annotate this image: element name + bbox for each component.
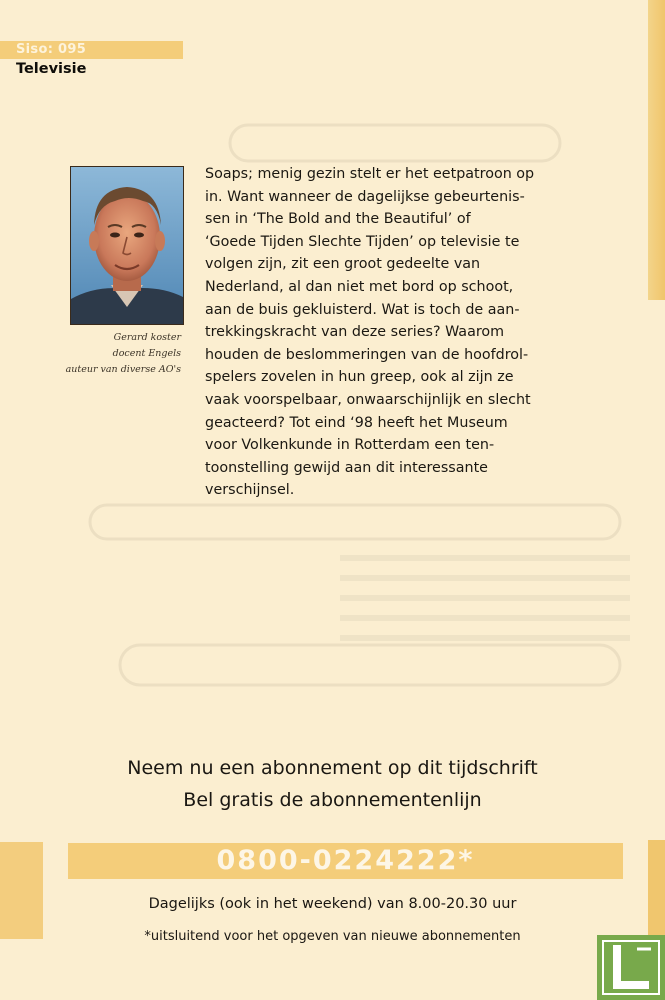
article-line: Soaps; menig gezin stelt er het eetpatroon op bbox=[205, 166, 535, 182]
subscription-headline: Neem nu een abonnement op dit tijdschrift bbox=[127, 757, 538, 779]
article-line: vaak voorspelbaar, onwaarschijnlijk en slecht bbox=[205, 391, 531, 408]
article-line: Nederland, al dan niet met bord op schoot, bbox=[205, 278, 514, 295]
article-line: trekkingskracht van deze series? Waarom bbox=[205, 324, 505, 341]
author-photo bbox=[70, 166, 184, 325]
article-line: sen in ‘The Bold and the Beautiful’ of bbox=[205, 211, 471, 228]
article-line: aan de buis gekluisterd. Wat is toch de aan- bbox=[205, 301, 520, 318]
article-line: volgen zijn, zit een groot gedeelte van bbox=[205, 256, 481, 273]
bleed-through-decoration-2 bbox=[80, 495, 640, 735]
article-line: toonstelling gewijd aan dit interessante bbox=[205, 459, 488, 476]
article-line: houden de beslommeringen van de hoofdrol- bbox=[205, 346, 529, 363]
article-line: geacteerd? Tot eind ‘98 heeft het Museum bbox=[205, 414, 508, 431]
phone-number: 0800-0224222* bbox=[216, 845, 475, 876]
edge-strip-bottom-right bbox=[648, 840, 665, 935]
bleed-through-shapes-2 bbox=[80, 495, 640, 735]
opening-hours: Dagelijks (ook in het weekend) van 8.00-20.30 uur bbox=[148, 896, 517, 912]
edge-strip-top-right bbox=[648, 0, 665, 300]
subscription-subline: Bel gratis de abonnementenlijn bbox=[183, 789, 482, 811]
article-line: in. Want wanneer de dagelijkse gebeurtenis- bbox=[205, 188, 525, 205]
author-portrait-image bbox=[71, 167, 183, 324]
logo-badge-icon bbox=[597, 935, 665, 1000]
footnote: *uitsluitend voor het opgeven van nieuwe abonnementen bbox=[144, 929, 521, 944]
author-caption bbox=[40, 330, 181, 378]
article-body bbox=[205, 163, 600, 502]
author-name: Gerard koster bbox=[113, 332, 181, 343]
edge-strip-bottom-left bbox=[0, 842, 43, 939]
logo-badge-shape bbox=[597, 935, 665, 1000]
article-line: ‘Goede Tijden Slechte Tijden’ op televisie te bbox=[205, 233, 520, 250]
section-title: Televisie bbox=[16, 61, 87, 77]
article-line: voor Volkenkunde in Rotterdam een ten- bbox=[205, 437, 495, 454]
author-note: auteur van diverse AO's bbox=[65, 364, 181, 375]
author-role: docent Engels bbox=[112, 348, 181, 359]
series-label: Siso: 095 bbox=[16, 42, 87, 57]
article-line: spelers zovelen in hun greep, ook al zijn ze bbox=[205, 369, 514, 386]
article-line: verschijnsel. bbox=[205, 482, 295, 499]
